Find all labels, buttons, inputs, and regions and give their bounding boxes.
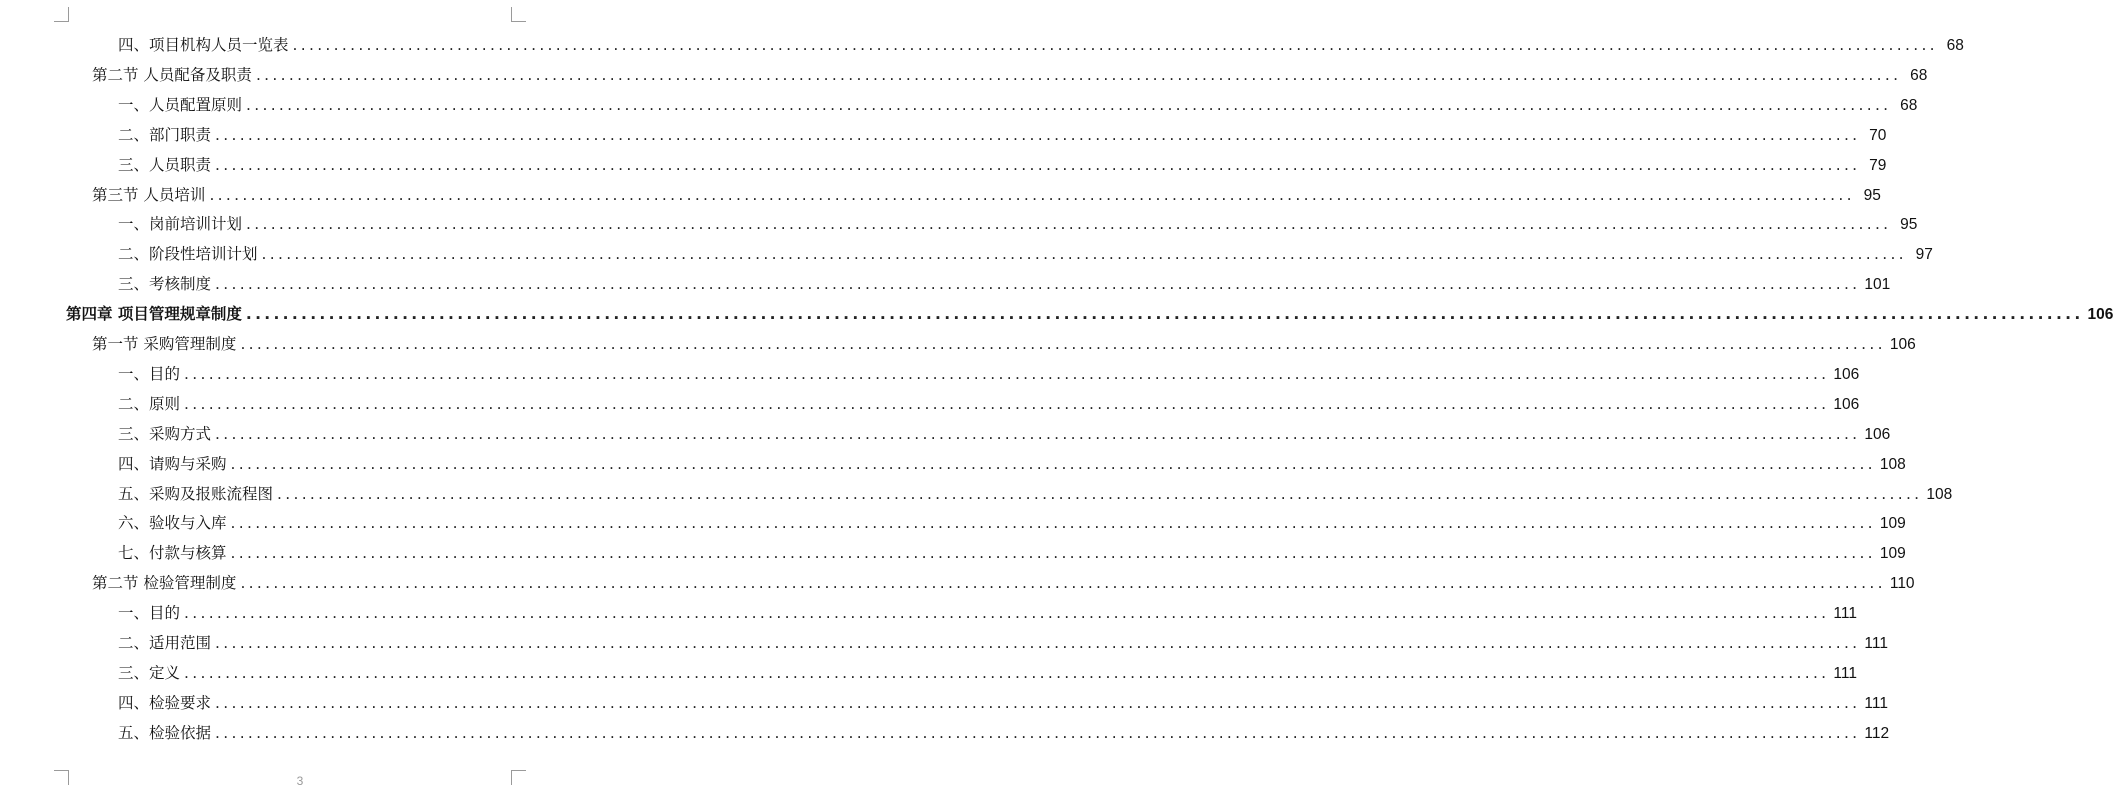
toc-entry[interactable] xyxy=(118,718,1890,748)
toc-entry-page: 106 xyxy=(1864,425,1891,443)
toc-entry-page: 106 xyxy=(1833,365,1860,383)
toc-entry-label: 一、人员配置原则 xyxy=(118,95,243,114)
toc-entry[interactable] xyxy=(92,568,1915,598)
toc-dot-leader: ........................................................................................................................................................................................................ xyxy=(230,514,1876,533)
toc-dot-leader: ........................................................................................................................................................................................................ xyxy=(184,604,1830,623)
toc-entry-page: 68 xyxy=(1910,66,1928,84)
toc-entry-label: 二、部门职责 xyxy=(118,125,212,144)
toc-entry[interactable] xyxy=(118,269,1891,299)
toc-entry-page: 97 xyxy=(1915,246,1933,264)
page-number: 3 xyxy=(296,774,304,788)
toc-dot-leader: ........................................................................................................................................................................................................ xyxy=(240,335,1886,353)
toc-entry-page: 108 xyxy=(1879,455,1906,473)
toc-entry-page: 110 xyxy=(1889,575,1915,593)
toc-entry[interactable] xyxy=(118,598,1857,628)
crop-mark-top-left xyxy=(54,7,69,22)
toc-dot-leader: ........................................................................................................................................................................................................ xyxy=(246,95,1892,114)
toc-dot-leader: ........................................................................................................................................................................................................ xyxy=(261,245,1907,264)
toc-dot-leader: ........................................................................................................................................................................................................ xyxy=(215,275,1861,294)
toc-dot-leader: ........................................................................................................................................................................................................ xyxy=(215,634,1861,652)
toc-dot-leader: ........................................................................................................................................................................................................ xyxy=(277,484,1923,503)
toc-entry-label: 三、人员职责 xyxy=(118,155,212,174)
toc-entry-label: 三、采购方式 xyxy=(118,424,212,443)
toc-dot-leader: ........................................................................................................................................................................................................ xyxy=(184,394,1830,413)
toc-entry-label: 第四章 项目管理规章制度 xyxy=(66,305,242,324)
toc-entry-label: 五、检验依据 xyxy=(118,723,212,742)
toc-entry-label: 四、检验要求 xyxy=(118,693,212,712)
toc-entry[interactable] xyxy=(118,479,1953,509)
toc-entry-label: 七、付款与核算 xyxy=(118,544,227,563)
toc-entry[interactable] xyxy=(118,209,1918,239)
toc-entry-label: 一、目的 xyxy=(118,604,181,623)
toc-entry-label: 五、采购及报账流程图 xyxy=(118,484,274,503)
toc-entry[interactable] xyxy=(92,60,1928,90)
toc-entry-page: 106 xyxy=(2087,306,2113,324)
toc-entry[interactable] xyxy=(92,180,1881,210)
toc-entry-label: 四、项目机构人员一览表 xyxy=(118,36,289,54)
toc-entry-page: 112 xyxy=(1864,724,1890,742)
toc-entry-page: 106 xyxy=(1889,336,1916,353)
toc-entry[interactable] xyxy=(118,449,1906,479)
toc-entry-page: 79 xyxy=(1869,156,1887,174)
toc-dot-leader: ........................................................................................................................................................................................................ xyxy=(245,305,2084,324)
toc-entry-page: 111 xyxy=(1864,694,1888,712)
toc-entry[interactable] xyxy=(118,239,1933,269)
toc-entry-label: 一、目的 xyxy=(118,364,181,383)
toc-entry-page: 70 xyxy=(1869,126,1887,144)
toc-entry-label: 二、阶段性培训计划 xyxy=(118,245,258,264)
toc-entry-page: 68 xyxy=(1900,96,1918,114)
toc-entry-page: 108 xyxy=(1926,485,1953,503)
toc-dot-leader: ........................................................................................................................................................................................................ xyxy=(209,185,1855,204)
toc-entry-page: 95 xyxy=(1863,186,1881,204)
toc-entry[interactable] xyxy=(118,419,1891,449)
toc-entry[interactable] xyxy=(118,30,1964,60)
toc-entry[interactable] xyxy=(118,359,1860,389)
toc-dot-leader: ........................................................................................................................................................................................................ xyxy=(184,364,1830,383)
toc-entry-page: 111 xyxy=(1864,635,1888,652)
toc-entry-page: 68 xyxy=(1946,37,1964,54)
toc-entry-page: 101 xyxy=(1864,276,1891,294)
toc-entry[interactable] xyxy=(118,688,1888,718)
toc-entry-page: 109 xyxy=(1879,515,1906,533)
toc-entry-label: 三、考核制度 xyxy=(118,275,212,294)
toc-entry-label: 二、适用范围 xyxy=(118,634,212,652)
toc-dot-leader: ........................................................................................................................................................................................................ xyxy=(246,215,1892,234)
toc-entry[interactable] xyxy=(118,628,1888,658)
toc-entry-page: 109 xyxy=(1879,545,1906,563)
toc-dot-leader: ........................................................................................................................................................................................................ xyxy=(292,36,1938,54)
toc-dot-leader: ........................................................................................................................................................................................................ xyxy=(215,723,1861,742)
toc-entry[interactable] xyxy=(118,658,1857,688)
toc-entry-label: 二、原则 xyxy=(118,394,181,413)
toc-entry[interactable] xyxy=(92,329,1916,359)
toc-entry[interactable] xyxy=(118,389,1860,419)
toc-dot-leader: ........................................................................................................................................................................................................ xyxy=(230,544,1876,563)
toc-entry-label: 六、验收与入库 xyxy=(118,514,227,533)
toc-entry-page: 106 xyxy=(1833,395,1860,413)
toc-dot-leader: ........................................................................................................................................................................................................ xyxy=(215,693,1861,712)
toc-entry-label: 第三节 人员培训 xyxy=(92,185,206,204)
toc-entry[interactable] xyxy=(118,90,1918,120)
toc-entry-label: 第二节 人员配备及职责 xyxy=(92,65,252,84)
toc-dot-leader: ........................................................................................................................................................................................................ xyxy=(230,454,1876,473)
toc-entry[interactable] xyxy=(118,508,1906,538)
toc-entry[interactable] xyxy=(118,150,1887,180)
toc-entry[interactable] xyxy=(66,299,2113,329)
toc-entry-label: 第二节 检验管理制度 xyxy=(92,574,237,593)
toc-dot-leader: ........................................................................................................................................................................................................ xyxy=(240,574,1886,593)
toc-entry-page: 111 xyxy=(1833,605,1857,623)
toc-entry-label: 四、请购与采购 xyxy=(118,454,227,473)
crop-mark-top-right xyxy=(511,7,526,22)
toc-dot-leader: ........................................................................................................................................................................................................ xyxy=(215,125,1861,144)
toc-entry[interactable] xyxy=(118,538,1906,568)
toc-entry-label: 一、岗前培训计划 xyxy=(118,215,243,234)
toc-entry-page: 111 xyxy=(1833,664,1857,682)
toc-entry-label: 三、定义 xyxy=(118,663,181,682)
toc-entry-label: 第一节 采购管理制度 xyxy=(92,335,237,353)
toc-entry[interactable] xyxy=(118,120,1887,150)
toc-dot-leader: ........................................................................................................................................................................................................ xyxy=(255,65,1902,84)
toc-dot-leader: ........................................................................................................................................................................................................ xyxy=(215,155,1861,174)
toc-dot-leader: ........................................................................................................................................................................................................ xyxy=(184,663,1830,682)
toc-entry-page: 95 xyxy=(1900,216,1918,234)
toc-dot-leader: ........................................................................................................................................................................................................ xyxy=(215,424,1861,443)
